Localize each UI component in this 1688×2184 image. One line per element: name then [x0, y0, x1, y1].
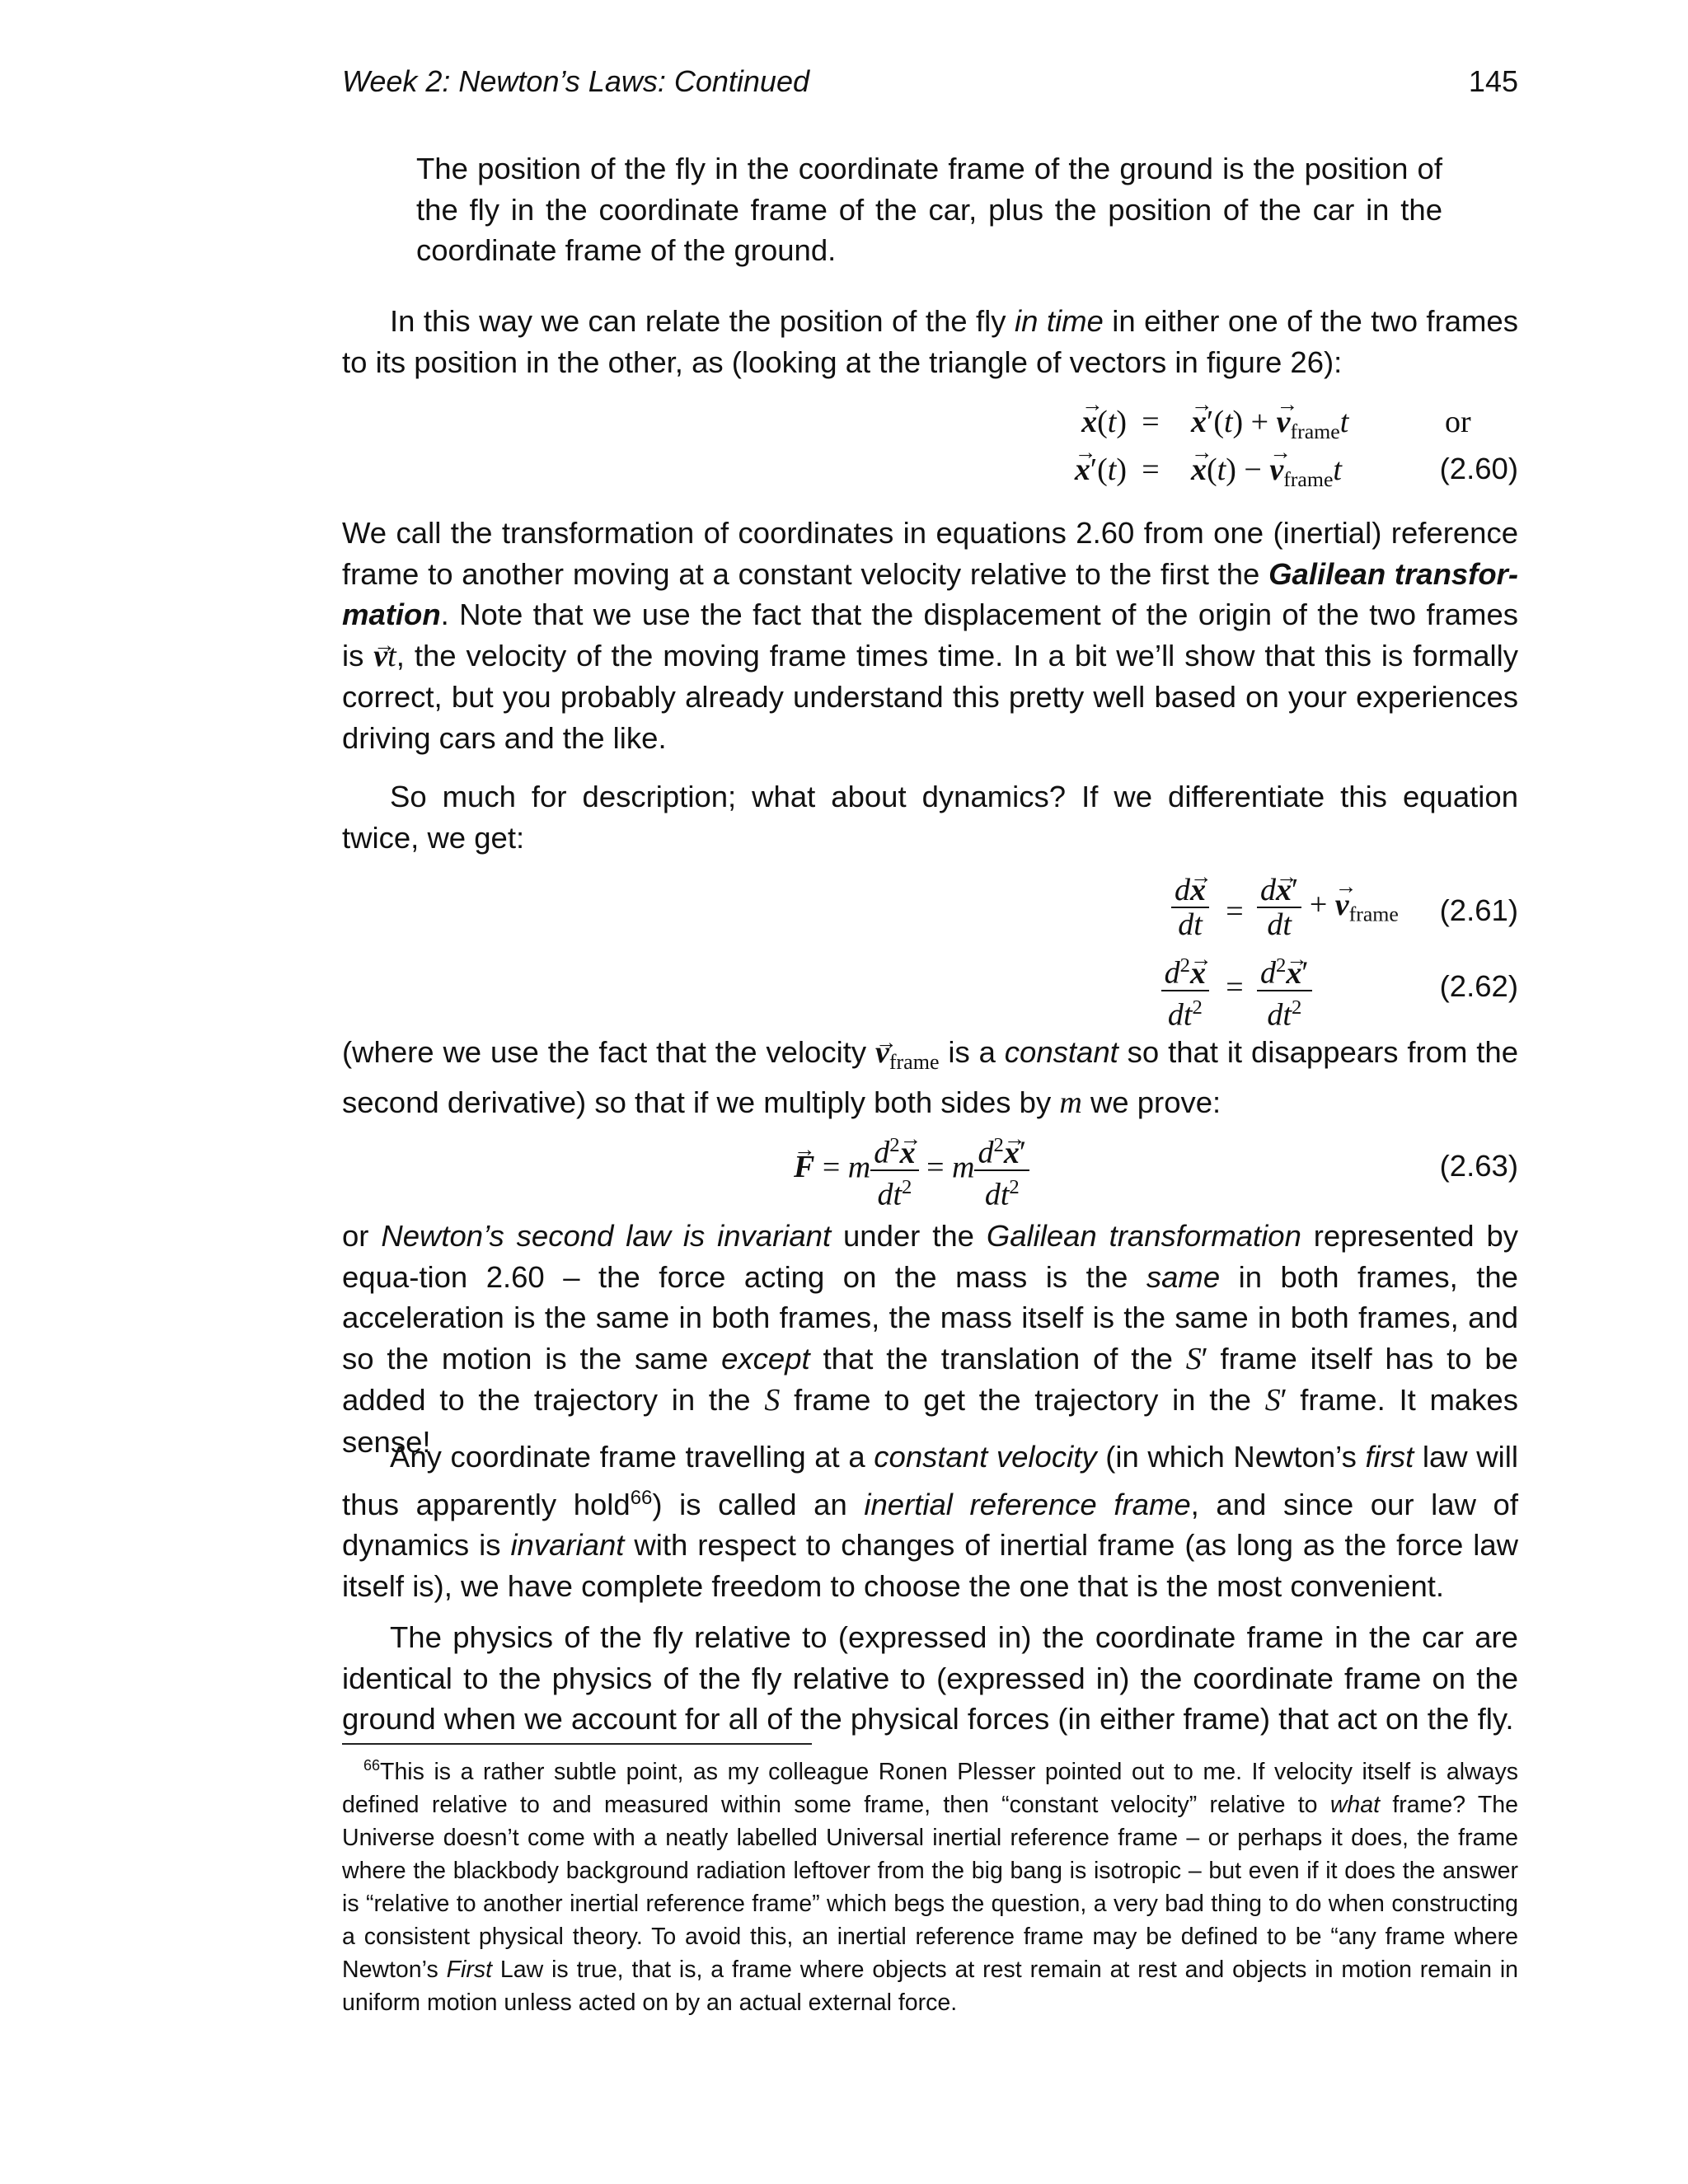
paragraph-2: We call the transformation of coordinates in equations 2.60 from one (inertial) reference frame to another moving at a constant velocity relative to the first the Galilean transfor-mation. Note that we use the fact that the displacement of the origin of the two frames is v →t, the velocity of the moving frame times time. In a bit we’ll show that this is formally correct, but you probably already understand this pretty well based on your experiences driving cars and the like.: [342, 513, 1518, 758]
footnote-mark: 66: [363, 1757, 381, 1774]
emphasis-in-time: in time: [1014, 304, 1104, 338]
paragraph-3: So much for description; what about dynamics? If we differentiate this equation twice, we get:: [342, 780, 1518, 855]
indented-quote: The position of the fly in the coordinate frame of the ground is the position of the fly in the coordinate frame of the car, plus the position of the car in the coordinate frame of the ground.: [416, 152, 1442, 267]
emphasis-galilean-transformation: Galilean transfor-mation: [342, 556, 1518, 631]
equation-number: (2.61): [1439, 893, 1518, 927]
paragraph-7: The physics of the fly relative to (expressed in) the coordinate frame in the car are identical to the physics of the fly relative to (expressed in) the coordinate frame on the ground when we account for all of the physical forces (in either frame) that act on the fly.: [342, 1620, 1518, 1736]
equation-number: (2.62): [1439, 969, 1518, 1003]
footnote-reference[interactable]: 66: [630, 1486, 653, 1509]
or-word: or: [1445, 405, 1471, 439]
equation-number: (2.60): [1439, 452, 1518, 485]
paragraph-6: Any coordinate frame travelling at a constant velocity (in which Newton’s first law will thus apparently hold$^{66}$) is called an inertial reference frame, and since our law of dynamics is invariant with respect to changes of inertial frame (as long as the force law itself is), we have complete freedom to choose the one that is the most convenient.: [342, 1440, 1519, 1603]
equation-row: x →′(t) = $x \to(t) - v \to_{frame}t$ (2.60): [342, 452, 1518, 501]
equation-row: x →(t) = $x \to'(t) + v \to_{frame}t$ or: [342, 404, 1518, 453]
running-title: Week 2: Newton’s Laws: Continued: [342, 64, 809, 98]
page-header: [342, 64, 1518, 102]
document-page: Week 2: Newton’s Laws: Continued 145 The position of the fly in the coordinate frame of the ground is the position of the fly in the coordinate frame of the car, plus the position of the car in the coordinate frame of the ground. In this way we can relate the position of the fly in time in either one of the two frames to its position in the other, as (looking at the triangle of vectors in figure 26): x →(t) = $x \to'(t) + v \to_{frame}t$ or x →′(t) = $x \to(t) - v \to_{frame}t$ (2.60) We call the transformation of coordinates in equations 2.60 from one (inertial) reference frame to another moving at a constant velocity relative to the first the Galilean transfor-mation. Note that we use the fact that the displacement of the origin of the two frames is v →t, the velocity of the moving frame times time. In a bit we’ll show that this is formally correct, but you probably already understand this pretty well based on your experiences driving cars and the like. So much for description; what about dynamics? If we differentiate this equation twice, we get: $\frac{dx \to}{dt}$ = $\frac{dx \to'}{dt}$ + $v \to_{frame}$ (2.61) $\frac{d^2x \to}{dt^2}$ = $\frac{d^2x \to'}{dt^2}$ (2.62) (where we use the fact that the velocity $v \to_{frame}$ is a constant so that it disappears from the second derivative) so that if we multiply both sides by m we prove: F → = m $\frac{d^2x \to}{dt^2}$ = m $\frac{d^2x \to'}{dt^2}$ (2.63) or Newton’s second law is invariant under the Galilean transformation represented by equa-tion 2.60 – the force acting on the mass is the same in both frames, the acceleration is the same in both frames, the mass itself is the same in both frames, and so the motion is the same except that the translation of the S′ frame itself has to be added to the trajectory in the S frame to get the trajectory in the S′ frame. It makes sense! Any coordinate frame travelling at a constant velocity (in which Newton’s first law will thus apparently hold$^{66}$) is called an inertial reference frame, and since our law of dynamics is invariant with respect to changes of inertial frame (as long as the force law itself is), we have complete freedom to choose the one that is the most convenient. The physics of the fly relative to (expressed in) the coordinate frame in the car are identical to the physics of the fly relative to (expressed in) the coordinate frame on the ground when we account for all of the physical forces (in either frame) that act on the fly. $^{66}$This is a rather subtle point, as my colleague Ronen Plesser pointed out to me. If velocity itself is always defined relative to and measured within some frame, then “constant velocity” relative to what frame? The Universe doesn’t come with a neatly labelled Universal inertial reference frame – or perhaps it does, the frame where the blackbody background radiation leftover from the big bang is isotropic – but even if it does the answer is “relative to another inertial reference frame” which begs the question, a very bad thing to do when constructing a consistent physical theory. To avoid this, an inertial reference frame may be defined to be “any frame where Newton’s First Law is true, that is, a frame where objects at rest remain at rest and objects in motion remain in uniform motion unless acted on by an actual external force.: [0, 0, 1688, 2184]
paragraph-4: (where we use the fact that the velocity $v \to_{frame}$ is a constant so that it disappears from the second derivative) so that if we multiply both sides by m we prove:: [342, 1032, 1518, 1124]
footnote-divider: [342, 1743, 812, 1745]
page-number: 145: [1468, 64, 1518, 98]
paragraph-5: or Newton’s second law is invariant under the Galilean transformation represented by equa-tion 2.60 – the force acting on the mass is the same in both frames, the acceleration is the same in both frames, the mass itself is the same in both frames, and so the motion is the same except that the translation of the S′ frame itself has to be added to the trajectory in the S frame to get the trajectory in the S′ frame. It makes sense!: [342, 1219, 1519, 1459]
footnote-66: $^{66}$This is a rather subtle point, as my colleague Ronen Plesser pointed out to me. If velocity itself is always defined relative to and measured within some frame, then “constant velocity” relative to what frame? The Universe doesn’t come with a neatly labelled Universal inertial reference frame – or perhaps it does, the frame where the blackbody background radiation leftover from the big bang is isotropic – but even if it does the answer is “relative to another inertial reference frame” which begs the question, a very bad thing to do when constructing a consistent physical theory. To avoid this, an inertial reference frame may be defined to be “any frame where Newton’s First Law is true, that is, a frame where objects at rest remain at rest and objects in motion remain in uniform motion unless acted on by an actual external force.: [342, 1757, 1519, 2016]
paragraph-1: In this way we can relate the position of the fly in time in either one of the two frames to its position in the other, as (looking at the triangle of vectors in figure 26):: [342, 304, 1518, 379]
equation-number: (2.63): [1439, 1149, 1518, 1183]
emphasis-constant: constant: [1004, 1035, 1118, 1069]
